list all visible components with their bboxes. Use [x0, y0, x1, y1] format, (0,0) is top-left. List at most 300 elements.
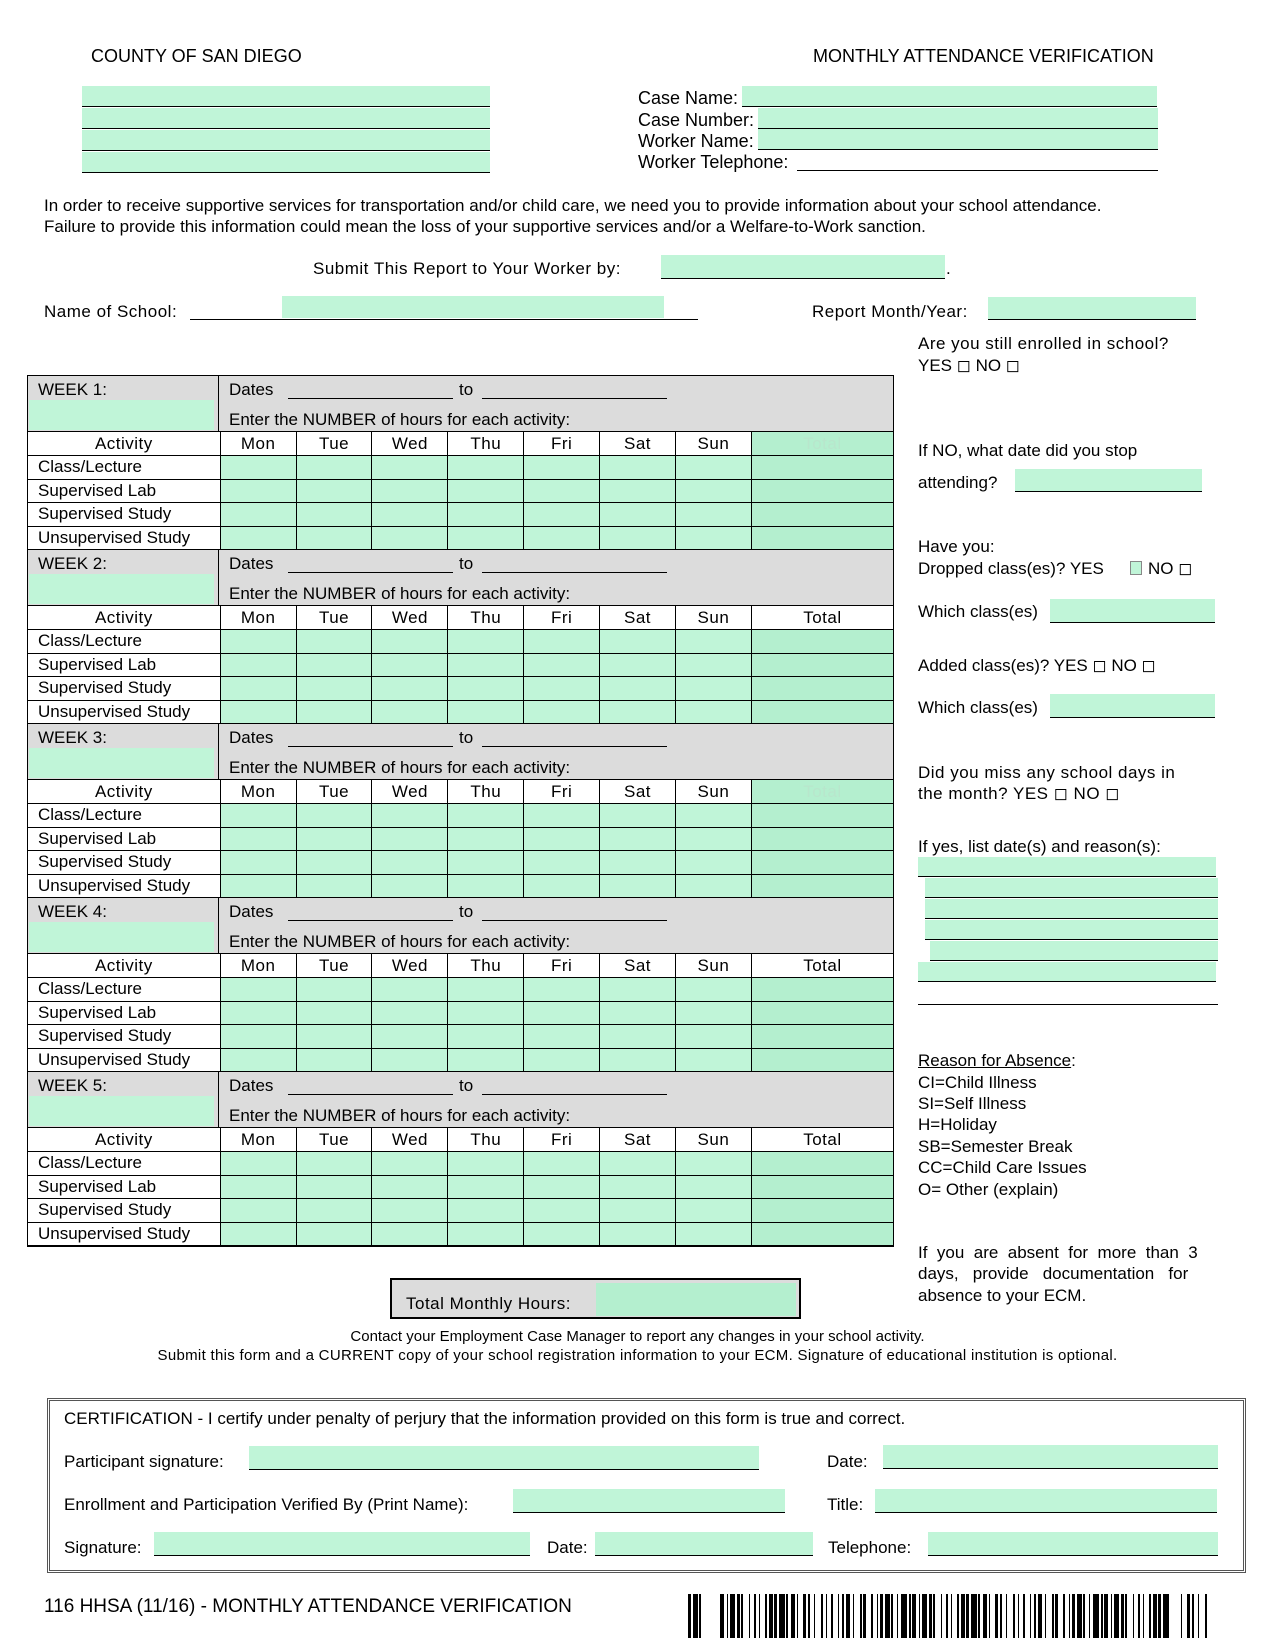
hours-input[interactable] — [675, 1048, 751, 1072]
week-label-field[interactable] — [29, 1096, 214, 1126]
hours-input[interactable] — [524, 1199, 600, 1223]
hours-input[interactable] — [220, 1048, 296, 1072]
hours-input[interactable] — [448, 503, 524, 527]
hours-input[interactable] — [448, 1222, 524, 1246]
hours-input[interactable] — [296, 1199, 372, 1223]
intro-line-1: In order to receive supportive services for transportation and/or child care, we need you to provide information about your school attendance. — [44, 196, 1102, 215]
hours-input[interactable] — [524, 526, 600, 550]
hours-input[interactable] — [372, 804, 448, 828]
hours-input[interactable] — [675, 827, 751, 851]
absence-line-7[interactable] — [918, 1004, 1218, 1005]
hours-input[interactable] — [448, 804, 524, 828]
verifier-signature-field[interactable] — [154, 1532, 530, 1556]
hours-input[interactable] — [372, 1025, 448, 1049]
activity-row — [28, 1199, 893, 1223]
total-hours-cell[interactable] — [751, 1048, 893, 1072]
hours-input[interactable] — [675, 677, 751, 701]
hours-input[interactable] — [524, 700, 600, 724]
column-header: Total — [751, 780, 893, 804]
absent-note-3: absence to your ECM. — [918, 1286, 1087, 1305]
hours-input[interactable] — [448, 677, 524, 701]
activity-label: Unsupervised Study — [28, 874, 220, 898]
total-hours-cell[interactable] — [751, 874, 893, 898]
column-header: Sat — [600, 432, 676, 456]
barcode-bar — [846, 1594, 850, 1638]
total-hours-cell[interactable] — [751, 479, 893, 503]
telephone-field[interactable] — [928, 1532, 1218, 1556]
hours-input[interactable] — [524, 1001, 600, 1025]
hours-input[interactable] — [296, 1222, 372, 1246]
date-to-line[interactable] — [482, 1094, 667, 1095]
hours-input[interactable] — [600, 479, 676, 503]
hours-input[interactable] — [372, 503, 448, 527]
column-header: Fri — [524, 1128, 600, 1152]
barcode-bar — [957, 1594, 959, 1638]
hours-input[interactable] — [448, 978, 524, 1002]
reason-ci: CI=Child Illness — [918, 1073, 1037, 1092]
absence-line-6[interactable] — [918, 962, 1216, 982]
activity-label: Unsupervised Study — [28, 700, 220, 724]
hours-input[interactable] — [600, 1048, 676, 1072]
hours-input[interactable] — [220, 804, 296, 828]
school-name-field[interactable] — [282, 296, 664, 318]
total-hours-cell[interactable] — [751, 677, 893, 701]
total-monthly-hours-label: Total Monthly Hours: — [406, 1294, 571, 1313]
column-header: Sat — [600, 780, 676, 804]
missed-days-question-1: Did you miss any school days in — [918, 763, 1176, 782]
hours-input[interactable] — [448, 630, 524, 654]
hours-input[interactable] — [296, 677, 372, 701]
hours-input[interactable] — [220, 1199, 296, 1223]
hours-input[interactable] — [220, 479, 296, 503]
hours-input[interactable] — [675, 1025, 751, 1049]
hours-input[interactable] — [448, 526, 524, 550]
column-header: Thu — [448, 780, 524, 804]
hours-input[interactable] — [296, 1025, 372, 1049]
hours-input[interactable] — [600, 1222, 676, 1246]
hours-input[interactable] — [220, 851, 296, 875]
hours-input[interactable] — [600, 874, 676, 898]
hours-input[interactable] — [372, 874, 448, 898]
list-dates-label: If yes, list date(s) and reason(s): — [918, 837, 1161, 856]
hours-input[interactable] — [600, 630, 676, 654]
hours-input[interactable] — [372, 1199, 448, 1223]
barcode-bar — [1153, 1594, 1157, 1638]
total-hours-cell[interactable] — [751, 1175, 893, 1199]
date-from-line[interactable] — [288, 398, 453, 399]
still-enrolled-options[interactable]: YES ◻ NO ◻ — [918, 356, 1020, 375]
hours-input[interactable] — [675, 1199, 751, 1223]
hours-input[interactable] — [524, 978, 600, 1002]
column-header: Thu — [448, 954, 524, 978]
hours-input[interactable] — [524, 804, 600, 828]
barcode-bar — [779, 1594, 785, 1638]
report-month-field[interactable] — [988, 297, 1196, 320]
column-header-row — [28, 954, 893, 978]
hours-input[interactable] — [220, 503, 296, 527]
column-header: Thu — [448, 432, 524, 456]
column-header: Tue — [296, 780, 372, 804]
barcode-bar — [1198, 1594, 1199, 1638]
added-question[interactable]: Added class(es)? YES ◻ NO ◻ — [918, 656, 1156, 675]
to-label: to — [459, 902, 474, 921]
dropped-no-option[interactable]: NO ◻ — [1148, 559, 1193, 578]
week-header — [28, 724, 893, 780]
total-hours-cell[interactable] — [751, 1001, 893, 1025]
absent-note-1: If you are absent for more than 3 — [918, 1243, 1198, 1262]
absence-line-1[interactable] — [918, 857, 1216, 877]
activity-row — [28, 677, 893, 701]
hours-input[interactable] — [600, 851, 676, 875]
which-classes-field-2[interactable] — [1050, 694, 1215, 718]
week-header — [28, 376, 893, 432]
date-to-line[interactable] — [482, 746, 667, 747]
reason-si: SI=Self Illness — [918, 1094, 1027, 1113]
date-to-line[interactable] — [482, 572, 667, 573]
to-label: to — [459, 1076, 474, 1095]
hours-input[interactable] — [600, 1025, 676, 1049]
date-from-line[interactable] — [288, 920, 453, 921]
hours-input[interactable] — [448, 827, 524, 851]
case-name-field[interactable] — [742, 86, 1157, 107]
hours-input[interactable] — [675, 479, 751, 503]
hours-input[interactable] — [372, 526, 448, 550]
hours-input[interactable] — [296, 1175, 372, 1199]
hours-input[interactable] — [600, 1152, 676, 1176]
total-hours-cell[interactable] — [751, 804, 893, 828]
hours-input[interactable] — [296, 1048, 372, 1072]
total-hours-cell[interactable] — [751, 526, 893, 550]
activity-label: Supervised Lab — [28, 479, 220, 503]
hours-input[interactable] — [675, 804, 751, 828]
hours-input[interactable] — [524, 1152, 600, 1176]
hours-input[interactable] — [220, 677, 296, 701]
dates-label: Dates — [229, 380, 274, 399]
hours-input[interactable] — [600, 700, 676, 724]
absence-line-5[interactable] — [930, 941, 1218, 961]
total-hours-cell[interactable] — [751, 1222, 893, 1246]
hours-input[interactable] — [296, 700, 372, 724]
activity-row — [28, 1025, 893, 1049]
week-label: WEEK 5: — [38, 1076, 107, 1095]
week-label-field[interactable] — [29, 922, 214, 952]
column-header: Total — [751, 606, 893, 630]
activity-label: Unsupervised Study — [28, 1222, 220, 1246]
total-hours-cell[interactable] — [751, 827, 893, 851]
hours-input[interactable] — [220, 653, 296, 677]
date-from-line[interactable] — [288, 746, 453, 747]
enter-hours-label: Enter the NUMBER of hours for each activity: — [229, 932, 571, 951]
hours-input[interactable] — [675, 1175, 751, 1199]
hours-input[interactable] — [600, 526, 676, 550]
barcode-bar — [877, 1594, 878, 1638]
hours-input[interactable] — [448, 653, 524, 677]
intro-line-2: Failure to provide this information could mean the loss of your supportive services and/or a Welfare-to-Work sanction. — [44, 217, 926, 236]
hours-input[interactable] — [372, 1152, 448, 1176]
hours-input[interactable] — [296, 1001, 372, 1025]
activity-row — [28, 1048, 893, 1072]
hours-input[interactable] — [448, 456, 524, 480]
hours-input[interactable] — [675, 874, 751, 898]
hours-input[interactable] — [296, 978, 372, 1002]
total-hours-cell[interactable] — [751, 1025, 893, 1049]
date-from-line[interactable] — [288, 572, 453, 573]
hours-input[interactable] — [372, 827, 448, 851]
hours-input[interactable] — [448, 479, 524, 503]
week-header — [28, 550, 893, 606]
column-header: Wed — [372, 1128, 448, 1152]
barcode-bar — [699, 1594, 701, 1638]
total-hours-cell[interactable] — [751, 503, 893, 527]
column-header-row — [28, 780, 893, 804]
hours-input[interactable] — [675, 503, 751, 527]
worker-telephone-line[interactable] — [797, 170, 1158, 171]
activity-row — [28, 804, 893, 828]
hours-input[interactable] — [524, 456, 600, 480]
hours-input[interactable] — [448, 1048, 524, 1072]
barcode-bar — [1101, 1594, 1103, 1638]
hours-input[interactable] — [675, 526, 751, 550]
week-label-field[interactable] — [29, 400, 214, 430]
hours-input[interactable] — [296, 456, 372, 480]
hours-input[interactable] — [675, 630, 751, 654]
hours-input[interactable] — [296, 479, 372, 503]
total-monthly-hours-field[interactable] — [596, 1283, 796, 1316]
hours-input[interactable] — [296, 827, 372, 851]
hours-input[interactable] — [296, 851, 372, 875]
barcode-bar — [1121, 1594, 1124, 1638]
activity-label: Supervised Study — [28, 851, 220, 875]
absence-line-2[interactable] — [925, 878, 1218, 898]
hours-input[interactable] — [296, 1152, 372, 1176]
hours-input[interactable] — [600, 456, 676, 480]
hours-input[interactable] — [372, 653, 448, 677]
date-from-line[interactable] — [288, 1094, 453, 1095]
hours-input[interactable] — [524, 479, 600, 503]
which-classes-field-1[interactable] — [1050, 599, 1215, 623]
hours-input[interactable] — [296, 653, 372, 677]
hours-input[interactable] — [675, 978, 751, 1002]
hours-input[interactable] — [524, 630, 600, 654]
column-header: Tue — [296, 606, 372, 630]
hours-input[interactable] — [296, 804, 372, 828]
activity-row — [28, 1001, 893, 1025]
hours-input[interactable] — [675, 851, 751, 875]
hours-input[interactable] — [220, 827, 296, 851]
total-hours-cell[interactable] — [751, 700, 893, 724]
hours-input[interactable] — [524, 851, 600, 875]
hours-input[interactable] — [372, 1048, 448, 1072]
hours-input[interactable] — [220, 630, 296, 654]
title-field[interactable] — [875, 1489, 1217, 1513]
hours-input[interactable] — [372, 700, 448, 724]
barcode-bar — [838, 1594, 839, 1638]
date-to-line[interactable] — [482, 398, 667, 399]
hours-input[interactable] — [448, 1025, 524, 1049]
absence-line-3[interactable] — [925, 899, 1218, 919]
participant-date-field[interactable] — [883, 1445, 1218, 1469]
enter-hours-label: Enter the NUMBER of hours for each activity: — [229, 584, 571, 603]
hours-input[interactable] — [220, 1025, 296, 1049]
submit-by-field[interactable] — [661, 255, 945, 279]
activity-row — [28, 978, 893, 1002]
hours-input[interactable] — [524, 653, 600, 677]
total-hours-cell[interactable] — [751, 456, 893, 480]
week-label-field[interactable] — [29, 748, 214, 778]
barcode-bar — [1063, 1594, 1065, 1638]
hours-input[interactable] — [675, 456, 751, 480]
hours-input[interactable] — [220, 1001, 296, 1025]
hours-input[interactable] — [524, 827, 600, 851]
address-line-4-field[interactable] — [82, 152, 490, 173]
verified-by-field[interactable] — [513, 1489, 785, 1513]
hours-input[interactable] — [296, 874, 372, 898]
hours-input[interactable] — [372, 1001, 448, 1025]
barcode-bar — [909, 1594, 911, 1638]
barcode-bar — [891, 1594, 893, 1638]
hours-input[interactable] — [220, 874, 296, 898]
barcode-bar — [1077, 1594, 1082, 1638]
hours-input[interactable] — [296, 630, 372, 654]
hours-input[interactable] — [600, 804, 676, 828]
hours-input[interactable] — [372, 1222, 448, 1246]
activity-row — [28, 503, 893, 527]
week-block — [28, 724, 893, 898]
hours-input[interactable] — [372, 851, 448, 875]
hours-input[interactable] — [372, 978, 448, 1002]
total-hours-cell[interactable] — [751, 851, 893, 875]
worker-name-field[interactable] — [758, 129, 1158, 150]
form-id: 116 HHSA (11/16) - MONTHLY ATTENDANCE VERIFICATION — [44, 1596, 572, 1617]
column-header: Mon — [220, 954, 296, 978]
barcode-bar — [1038, 1594, 1042, 1638]
absence-line-4[interactable] — [925, 920, 1218, 940]
address-line-2-field[interactable] — [82, 108, 490, 129]
hours-input[interactable] — [448, 1175, 524, 1199]
case-name-label: Case Name: — [638, 88, 739, 108]
hours-input[interactable] — [220, 526, 296, 550]
total-hours-cell[interactable] — [751, 978, 893, 1002]
hours-input[interactable] — [600, 1199, 676, 1223]
column-header: Sat — [600, 606, 676, 630]
total-hours-cell[interactable] — [751, 630, 893, 654]
total-hours-cell[interactable] — [751, 1199, 893, 1223]
activity-label: Supervised Lab — [28, 653, 220, 677]
hours-input[interactable] — [372, 479, 448, 503]
hours-input[interactable] — [448, 700, 524, 724]
hours-input[interactable] — [524, 874, 600, 898]
barcode-bar — [880, 1594, 883, 1638]
hours-input[interactable] — [600, 978, 676, 1002]
hours-input[interactable] — [372, 1175, 448, 1199]
hours-input[interactable] — [600, 677, 676, 701]
hours-input[interactable] — [448, 874, 524, 898]
hours-input[interactable] — [524, 1175, 600, 1199]
total-hours-cell[interactable] — [751, 653, 893, 677]
activity-label: Unsupervised Study — [28, 526, 220, 550]
hours-input[interactable] — [448, 1199, 524, 1223]
column-header: Fri — [524, 780, 600, 804]
hours-input[interactable] — [524, 503, 600, 527]
barcode-bar — [786, 1594, 788, 1638]
hours-input[interactable] — [600, 503, 676, 527]
verifier-date-field[interactable] — [595, 1532, 813, 1556]
absent-note-2: days, provide documentation for — [918, 1264, 1189, 1283]
column-header: Activity — [28, 954, 220, 978]
activity-label: Supervised Lab — [28, 1175, 220, 1199]
hours-input[interactable] — [524, 677, 600, 701]
participant-signature-field[interactable] — [249, 1446, 759, 1470]
column-header: Sun — [675, 1128, 751, 1152]
barcode-bar — [826, 1594, 827, 1638]
date-to-line[interactable] — [482, 920, 667, 921]
week-header-divider — [218, 724, 219, 780]
week-header — [28, 1072, 893, 1128]
hours-input[interactable] — [220, 1222, 296, 1246]
hours-input[interactable] — [220, 700, 296, 724]
hours-input[interactable] — [675, 1152, 751, 1176]
hours-input[interactable] — [675, 1001, 751, 1025]
missed-days-question-2[interactable]: the month? YES ◻ NO ◻ — [918, 784, 1120, 803]
activity-row — [28, 1222, 893, 1246]
hours-input[interactable] — [448, 1001, 524, 1025]
column-header: Tue — [296, 1128, 372, 1152]
column-header: Tue — [296, 954, 372, 978]
hours-input[interactable] — [675, 653, 751, 677]
total-hours-cell[interactable] — [751, 1152, 893, 1176]
enter-hours-label: Enter the NUMBER of hours for each activity: — [229, 410, 571, 429]
hours-input[interactable] — [448, 851, 524, 875]
barcode-bar — [754, 1594, 756, 1638]
barcode-bar — [885, 1594, 890, 1638]
barcode-bar — [727, 1594, 728, 1638]
hours-input[interactable] — [524, 1222, 600, 1246]
hours-input[interactable] — [524, 1048, 600, 1072]
case-number-field[interactable] — [758, 108, 1158, 129]
column-header: Total — [751, 1128, 893, 1152]
hours-input[interactable] — [372, 630, 448, 654]
hours-input[interactable] — [220, 1152, 296, 1176]
hours-input[interactable] — [600, 1001, 676, 1025]
hours-input[interactable] — [600, 1175, 676, 1199]
dropped-yes-checkbox[interactable] — [1130, 561, 1142, 575]
hours-input[interactable] — [372, 456, 448, 480]
hours-input[interactable] — [220, 978, 296, 1002]
hours-input[interactable] — [675, 1222, 751, 1246]
address-line-1-field[interactable] — [82, 86, 490, 107]
barcode-bar — [1045, 1594, 1046, 1638]
hours-input[interactable] — [372, 677, 448, 701]
hours-input[interactable] — [220, 1175, 296, 1199]
week-header-divider — [218, 1072, 219, 1128]
column-header: Total — [751, 954, 893, 978]
week-label-field[interactable] — [29, 574, 214, 604]
to-label: to — [459, 728, 474, 747]
hours-input[interactable] — [600, 827, 676, 851]
hours-input[interactable] — [296, 503, 372, 527]
barcode-bar — [797, 1594, 798, 1638]
hours-input[interactable] — [448, 1152, 524, 1176]
stop-date-field[interactable] — [1015, 469, 1202, 492]
hours-input[interactable] — [524, 1025, 600, 1049]
reason-title: Reason for Absence — [918, 1051, 1072, 1070]
hours-input[interactable] — [675, 700, 751, 724]
hours-input[interactable] — [600, 653, 676, 677]
hours-input[interactable] — [296, 526, 372, 550]
column-header: Thu — [448, 1128, 524, 1152]
address-line-3-field[interactable] — [82, 130, 490, 151]
hours-input[interactable] — [220, 456, 296, 480]
